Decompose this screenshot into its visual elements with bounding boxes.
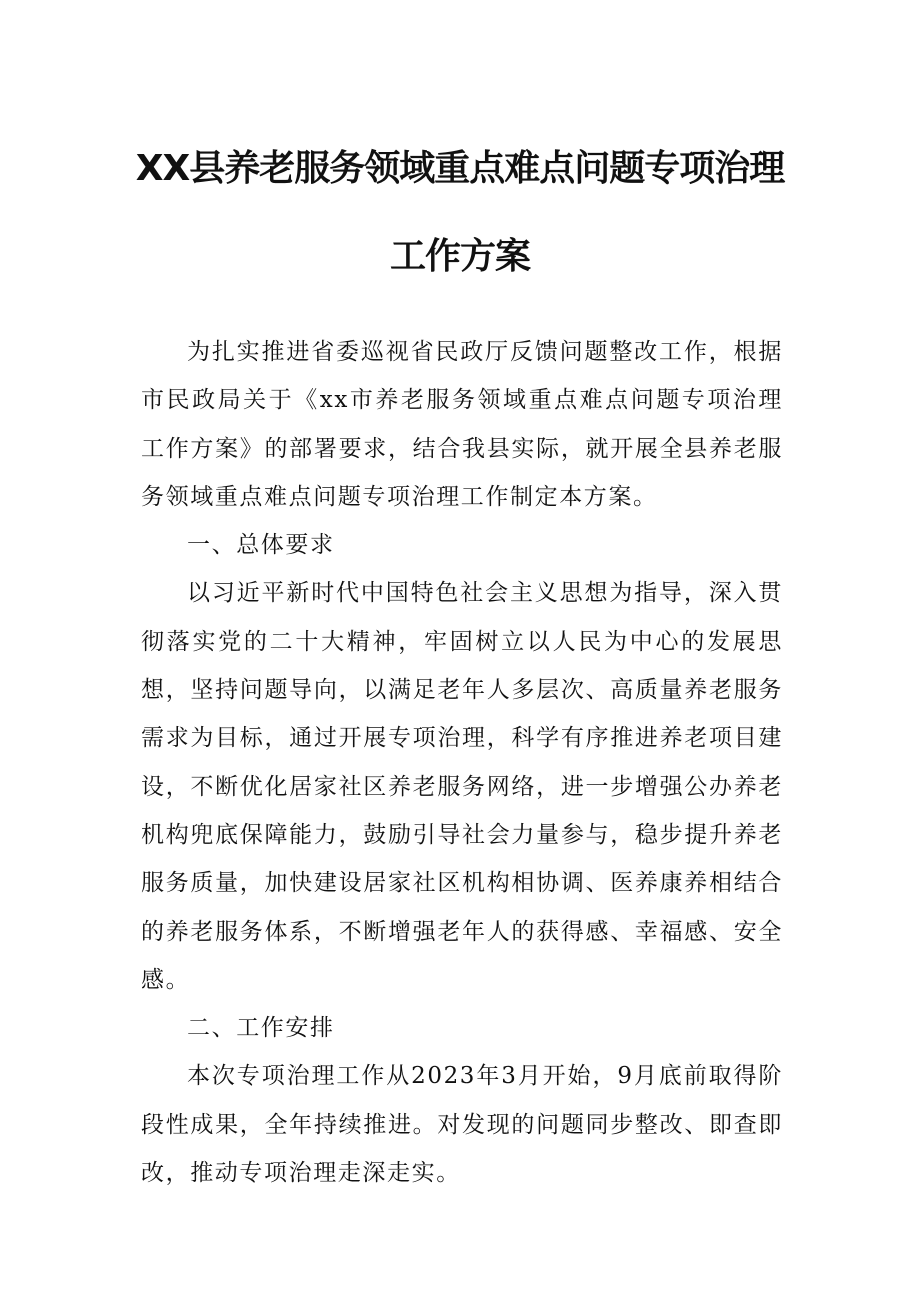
document-title-line-1: XX县养老服务领域重点难点问题专项治理 bbox=[135, 148, 785, 189]
intro-paragraph: 为扎实推进省委巡视省民政厅反馈问题整改工作，根据市民政局关于《xx市养老服务领域重点难点问题专项治理工作方案》的部署要求，结合我县实际，就开展全县养老服务领域重点难点问题专项治理工作制定本方案。 bbox=[141, 339, 783, 510]
section-paragraph-general-requirements: 以习近平新时代中国特色社会主义思想为指导，深入贯彻落实党的二十大精神，牢固树立以人民为中心的发展思想，坚持问题导向，以满足老年人多层次、高质量养老服务需求为目标，通过开展专项治理，科学有序推进养老项目建设，不断优化居家社区养老服务网络，进一步增强公办养老机构兜底保障能力，鼓励引导社会力量参与，稳步提升养老服务质量，加快建设居家社区机构相协调、医养康养相结合的养老服务体系，不断增强老年人的获得感、幸福感、安全感。 bbox=[141, 580, 783, 993]
document-title-line-2: 工作方案 bbox=[389, 236, 530, 277]
section-heading-general-requirements: 一、总体要求 bbox=[187, 532, 335, 559]
section-heading-work-arrangement: 二、工作安排 bbox=[187, 1015, 335, 1042]
section-paragraph-work-arrangement: 本次专项治理工作从2023年3月开始，9月底前取得阶段性成果，全年持续推进。对发现的问题同步整改、即查即改，推动专项治理走深走实。 bbox=[141, 1063, 783, 1187]
document-body bbox=[141, 328, 783, 1197]
